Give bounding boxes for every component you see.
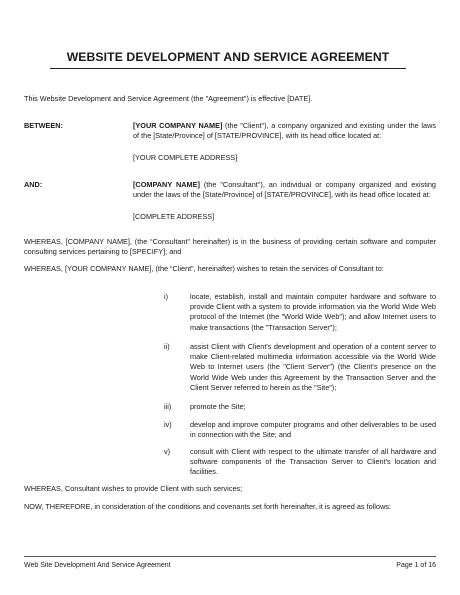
- document-title: WEBSITE DEVELOPMENT AND SERVICE AGREEMENT: [66, 50, 390, 64]
- client-address: [YOUR COMPLETE ADDRESS]: [133, 153, 238, 162]
- consultant-address: [COMPLETE ADDRESS]: [133, 212, 215, 221]
- list-item-number: iii): [164, 402, 172, 411]
- consultant-party-text: [133, 180, 436, 200]
- client-description: (the "Client"), a company organized and existing under the laws of the [State/Province] of [STATE/PROVINCE], with its head office located at:: [133, 121, 436, 141]
- client-party-text: [133, 121, 436, 141]
- list-item-number: iv): [164, 420, 172, 429]
- now-therefore-paragraph: NOW, THEREFORE, in consideration of the conditions and covenants set forth hereinafter, it is agreed as follows:: [24, 502, 391, 511]
- list-item-number: i): [164, 292, 169, 301]
- and-label: AND:: [24, 180, 43, 189]
- list-item-text: consult with Client with respect to the ultimate transfer of all hardware and software components of the Transaction Server to Client's location and facilities.: [190, 447, 436, 477]
- footer-document-name: Web Site Development And Service Agreement: [24, 562, 171, 569]
- list-item-number: ii): [164, 342, 170, 351]
- list-item-text: promote the Site;: [190, 402, 246, 411]
- list-item-text: locate, establish, install and maintain computer hardware and software to provide Client with a system to provide information via the World Wide Web protocol of the Internet (the "World Wide Web"); and allow Internet users to make transactions (the "Transaction Server");: [190, 292, 436, 332]
- list-item-number: v): [164, 447, 171, 456]
- whereas-paragraph-1: WHEREAS, [COMPANY NAME], (the “Consultant” hereinafter) is in the business of providing certain software and computer consulting services pertaining to [SPECIFY]; and: [24, 237, 436, 257]
- client-name: [YOUR COMPANY NAME]: [133, 121, 223, 130]
- consultant-description: (the "Consultant"), an individual or company organized and existing under the laws of the [State/Province] of [STATE/PROVINCE], with its head office located at:: [133, 180, 436, 200]
- consultant-name: [COMPANY NAME]: [133, 180, 200, 189]
- page-footer: [24, 556, 436, 571]
- whereas-paragraph-3: WHEREAS, Consultant wishes to provide Client with such services;: [24, 484, 243, 493]
- footer-page-number: Page 1 of 16: [396, 562, 436, 569]
- list-item-text: develop and improve computer programs and other deliverables to be used in connection with the Site; and: [190, 420, 436, 440]
- intro-paragraph: This Website Development and Service Agreement (the "Agreement") is effective [DATE].: [24, 94, 313, 103]
- title-rule: [50, 68, 406, 69]
- list-item-text: assist Client with Client's development and operation of a content server to make Client-related multimedia information accessible via the World Wide Web to Internet users (the "Client Server") (the Client's presence on the World Wide Web under this Agreement by the Transaction Server and the Client Server referred to herein as the "Site");: [190, 342, 436, 392]
- between-label: BETWEEN:: [24, 121, 63, 130]
- whereas-paragraph-2: WHEREAS, [YOUR COMPANY NAME], (the “Client”, hereinafter) wishes to retain the services of Consultant to:: [24, 264, 384, 273]
